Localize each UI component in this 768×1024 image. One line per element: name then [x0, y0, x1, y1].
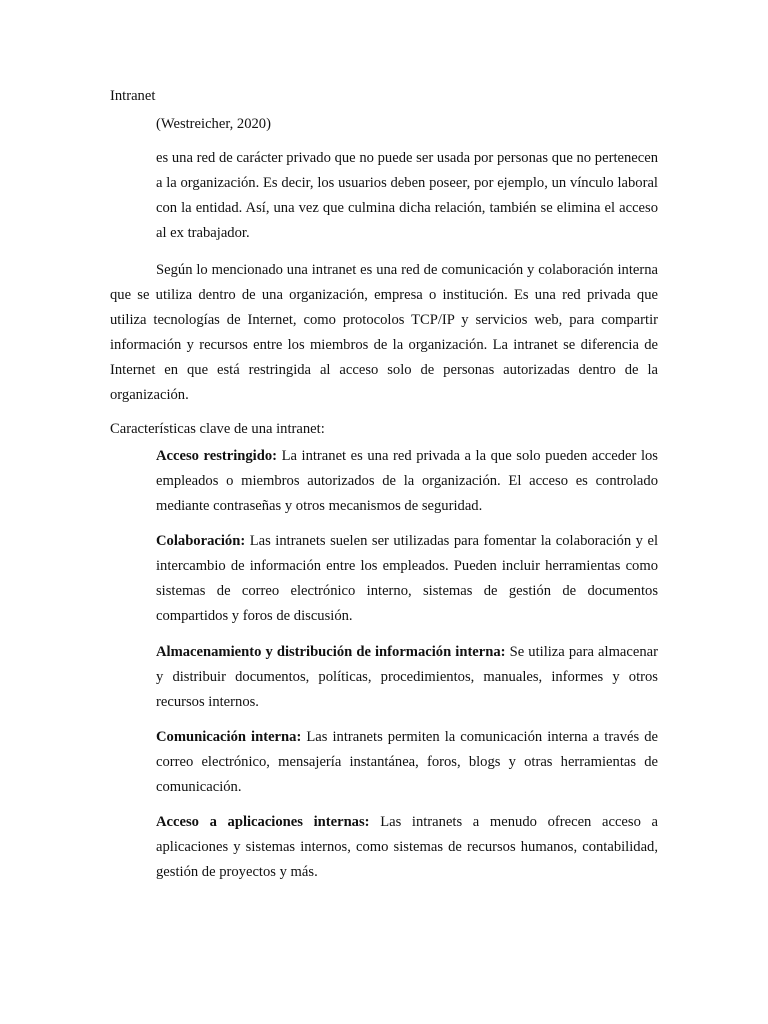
- list-item-text: La intranet es una red privada a la que solo pueden acceder los empleados o miembros autorizados de la organización. El acceso es controlado mediante contraseñas y otros mecanismos de seguridad.: [156, 448, 658, 514]
- list-item-term: Acceso a aplicaciones internas:: [156, 814, 370, 830]
- list-item-text: Se utiliza para almacenar y distribuir documentos, políticas, procedimientos, manuales, informes y otros recursos internos.: [156, 644, 658, 710]
- list-item: [156, 529, 658, 629]
- list-title: Características clave de una intranet:: [110, 421, 325, 437]
- list-item: [156, 444, 658, 519]
- list-item-term: Comunicación interna:: [156, 729, 302, 745]
- list-item-term: Almacenamiento y distribución de información interna:: [156, 644, 506, 660]
- citation: (Westreicher, 2020): [156, 116, 271, 132]
- list-item-text: Las intranets permiten la comunicación interna a través de correo electrónico, mensajería instantánea, foros, blogs y otras herramientas de comunicación.: [156, 729, 658, 795]
- list-item-text: Las intranets suelen ser utilizadas para fomentar la colaboración y el intercambio de información entre los empleados. Pueden incluir herramientas como sistemas de correo electrónico interno, sistemas de gestión de documentos compartidos y foros de discusión.: [156, 533, 658, 624]
- body-paragraph: Según lo mencionado una intranet es una red de comunicación y colaboración interna que se utiliza dentro de una organización, empresa o institución. Es una red privada que utiliza tecnologías de Internet, como protocolos TCP/IP y servicios web, para compartir información y recursos entre los miembros de la organización. La intranet se diferencia de Internet en que está restringida al acceso solo de personas autorizadas dentro de la organización.: [110, 262, 658, 403]
- quote-paragraph: es una red de carácter privado que no puede ser usada por personas que no pertenecen a la organización. Es decir, los usuarios deben poseer, por ejemplo, un vínculo laboral con la entidad. Así, una vez que culmina dicha relación, también se elimina el acceso al ex trabajador.: [156, 150, 658, 241]
- list-item-term: Colaboración:: [156, 533, 246, 549]
- document-heading: Intranet: [110, 88, 156, 104]
- list-item: [156, 640, 658, 715]
- list-item: [156, 725, 658, 800]
- list-item-text: Las intranets a menudo ofrecen acceso a aplicaciones y sistemas internos, como sistemas de recursos humanos, contabilidad, gestión de proyectos y más.: [156, 814, 658, 880]
- list-item: [156, 810, 658, 885]
- list-item-term: Acceso restringido:: [156, 448, 278, 464]
